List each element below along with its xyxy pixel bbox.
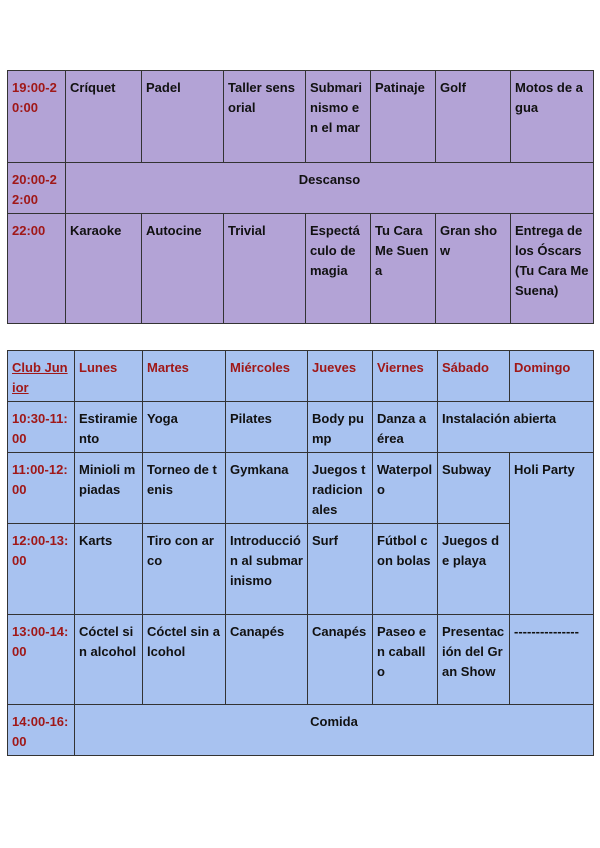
activity-cell: Tiro con arco: [143, 524, 226, 615]
activity-cell: Padel: [142, 71, 224, 163]
activity-cell: Motos de agua: [511, 71, 594, 163]
activity-cell: Danza aérea: [373, 402, 438, 453]
activity-cell: Subway: [438, 453, 510, 524]
activity-cell: Karts: [75, 524, 143, 615]
activity-cell: Juegos de playa: [438, 524, 510, 615]
activity-cell: Canapés: [308, 615, 373, 705]
activity-cell: Torneo de tenis: [143, 453, 226, 524]
activity-cell: Holi Party: [510, 453, 594, 615]
time-cell: 22:00: [8, 214, 66, 324]
activity-cell: Taller sensorial: [224, 71, 306, 163]
time-cell: 13:00-14:00: [8, 615, 75, 705]
day-header: Martes: [143, 351, 226, 402]
evening-schedule-table: [7, 70, 594, 324]
day-header: Jueves: [308, 351, 373, 402]
activity-cell: Pilates: [226, 402, 308, 453]
activity-cell: Body pump: [308, 402, 373, 453]
activity-cell: Cóctel sin alcohol: [75, 615, 143, 705]
table-row: [8, 163, 594, 214]
activity-cell: Estiramiento: [75, 402, 143, 453]
activity-cell: ---------------: [510, 615, 594, 705]
time-cell: 14:00-16:00: [8, 705, 75, 756]
time-cell: 19:00-20:00: [8, 71, 66, 163]
table-row: [8, 524, 594, 615]
activity-cell: Gymkana: [226, 453, 308, 524]
activity-cell: Paseo en caballo: [373, 615, 438, 705]
activity-cell: Patinaje: [371, 71, 436, 163]
club-junior-header: Club Junior: [8, 351, 75, 402]
day-header: Viernes: [373, 351, 438, 402]
table-row: [8, 705, 594, 756]
table-row: [8, 615, 594, 705]
time-cell: 12:00-13:00: [8, 524, 75, 615]
table-row: [8, 214, 594, 324]
activity-cell: Autocine: [142, 214, 224, 324]
activity-cell: Waterpolo: [373, 453, 438, 524]
activity-cell: Karaoke: [66, 214, 142, 324]
activity-cell: Juegos tradicionales: [308, 453, 373, 524]
activity-cell: Tu Cara Me Suena: [371, 214, 436, 324]
day-header: Sábado: [438, 351, 510, 402]
activity-cell: Gran show: [436, 214, 511, 324]
table-row: [8, 71, 594, 163]
activity-cell: Entrega de los Óscars (Tu Cara Me Suena): [511, 214, 594, 324]
time-cell: 20:00-22:00: [8, 163, 66, 214]
activity-cell: Instalación abierta: [438, 402, 594, 453]
activity-cell: Minioli mpiadas: [75, 453, 143, 524]
activity-cell: Yoga: [143, 402, 226, 453]
table-row: [8, 453, 594, 524]
activity-cell: Introducción al submarinismo: [226, 524, 308, 615]
activity-cell: Golf: [436, 71, 511, 163]
lunch-cell: Comida: [75, 705, 594, 756]
break-cell: Descanso: [66, 163, 594, 214]
time-cell: 10:30-11:00: [8, 402, 75, 453]
activity-cell: Críquet: [66, 71, 142, 163]
day-header: Domingo: [510, 351, 594, 402]
activity-cell: Submarinismo en el mar: [306, 71, 371, 163]
time-cell: 11:00-12:00: [8, 453, 75, 524]
activity-cell: Espectáculo de magia: [306, 214, 371, 324]
club-junior-schedule-table: [7, 350, 594, 756]
table-row: [8, 402, 594, 453]
day-header: Lunes: [75, 351, 143, 402]
activity-cell: Trivial: [224, 214, 306, 324]
activity-cell: Cóctel sin alcohol: [143, 615, 226, 705]
activity-cell: Canapés: [226, 615, 308, 705]
day-header: Miércoles: [226, 351, 308, 402]
activity-cell: Presentación del Gran Show: [438, 615, 510, 705]
activity-cell: Fútbol con bolas: [373, 524, 438, 615]
activity-cell: Surf: [308, 524, 373, 615]
table-header-row: [8, 351, 594, 402]
